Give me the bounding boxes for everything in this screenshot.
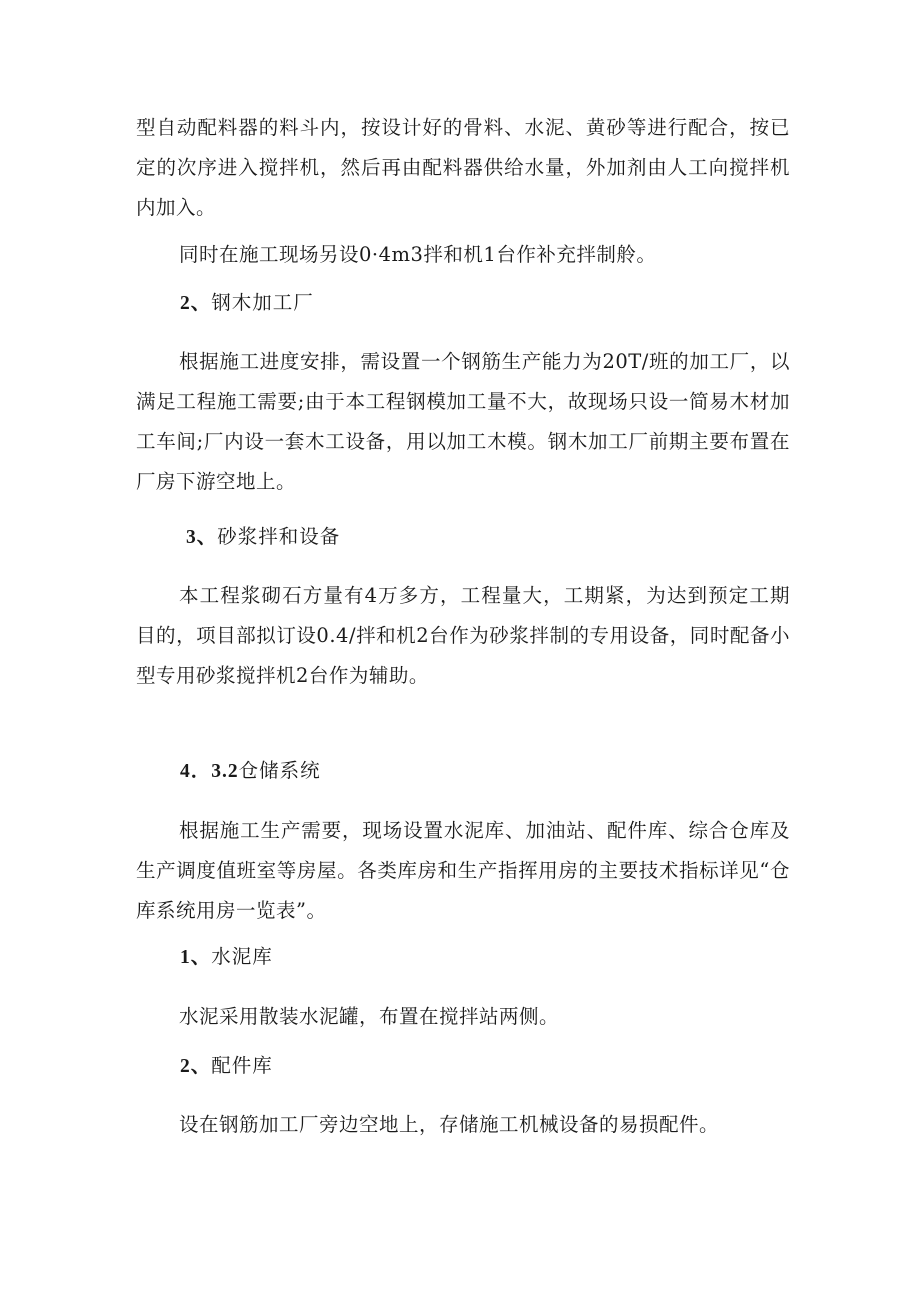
heading-text: 配件库	[211, 1054, 273, 1077]
paragraph-storage-system: 根据施工生产需要，现场设置水泥库、加油站、配件库、综合仓库及生产调度值班室等房屋。各类库房和生产指挥用房的主要技术指标详见“仓库系统用房一览表”。	[136, 819, 790, 922]
heading-mortar-mixing	[186, 517, 340, 558]
heading-text: 仓储系统	[238, 759, 321, 782]
heading-number: 3、	[186, 527, 218, 548]
paragraph-supplementary-mixer: 同时在施工现场另设0·4m3拌和机1台作补充拌制舲。	[179, 243, 657, 266]
heading-text: 砂浆拌和设备	[217, 525, 341, 548]
paragraph-parts-warehouse: 设在钢筋加工厂旁边空地上，存储施工机械设备的易损配件。	[179, 1113, 720, 1136]
paragraph-batching-process: 型自动配料器的料斗内，按设计好的骨料、水泥、黄砂等进行配合，按已定的次序进入搅拌机，然后再由配料器供给水量，外加剂由人工向搅拌机内加入。	[136, 116, 790, 219]
paragraph-mortar-mixing: 本工程浆砌石方量有4万多方，工程量大，工期紧，为达到预定工期目的，项目部拟订设0.4/拌和机2台作为砂浆拌制的专用设备，同时配备小型专用砂浆搅拌机2台作为辅助。	[136, 584, 790, 687]
heading-number: 2、	[180, 293, 212, 314]
heading-text: 钢木加工厂	[211, 291, 314, 314]
heading-number: 1、	[180, 947, 212, 968]
paragraph-steel-wood-workshop: 根据施工进度安排，需设置一个钢筋生产能力为20T/班的加工厂，以满足工程施工需要;由于本工程钢模加工量不大，故现场只设一简易木材加工车间;厂内设一套木工设备，用以加工木模。钢木加工厂前期主要布置在厂房下游空地上。	[136, 350, 790, 493]
heading-parts-warehouse	[180, 1046, 273, 1087]
heading-text: 水泥库	[211, 945, 273, 968]
heading-cement-warehouse	[180, 937, 273, 978]
heading-storage-system	[180, 751, 321, 792]
paragraph-cement-warehouse: 水泥采用散装水泥罐，布置在搅拌站两侧。	[179, 1005, 560, 1028]
heading-steel-wood-workshop	[180, 283, 314, 324]
heading-number: 2、	[180, 1056, 212, 1077]
heading-number: 4．3.2	[180, 761, 239, 782]
